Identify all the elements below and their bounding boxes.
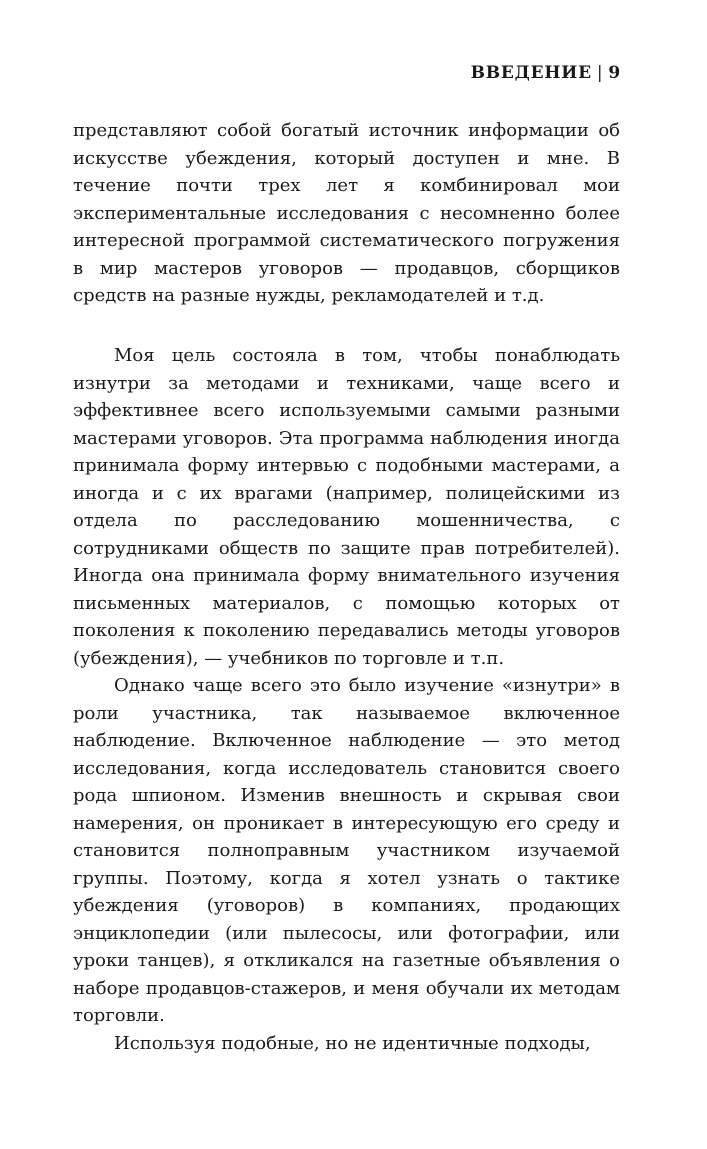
paragraph-2: Моя цель состояла в том, чтобы понаблюдать изнутри за методами и техниками, чаще всего и эффективнее всего используемыми самыми разными мастерами уговоров. Эта программа наблюдения иногда принимала форму интервью с подобными мастерами, а иногда и с их врагами (например, полицейскими из отдела по расследованию мошенничества, с сотрудниками обществ по защите прав потребителей). Иногда она принимала форму внимательного изучения письменных материалов, с помощью которых от поколения к поколению передавались методы уговоров (убеждения), — учебников по торговле и т.п.	[73, 345, 620, 669]
text-block-top	[73, 117, 620, 310]
header-separator: |	[596, 63, 604, 83]
section-title: ВВЕДЕНИЕ	[470, 63, 592, 83]
text-block-main	[73, 342, 620, 1057]
running-header	[471, 63, 621, 83]
paragraph-4: Используя подобные, но не идентичные подходы,	[114, 1032, 591, 1054]
page-number: 9	[608, 63, 621, 83]
paragraph-1: представляют собой богатый источник информации об искусстве убеждения, который доступен и мне. В течение почти трех лет я комбинировал мои экспериментальные исследования с несомненно более интересной программой систематического погружения в мир мастеров уговоров — продавцов, сборщиков средств на разные нужды, рекламодателей и т.д.	[73, 120, 620, 306]
paragraph-3: Однако чаще всего это было изучение «изнутри» в роли участника, так называемое включенное наблюдение. Включенное наблюдение — это метод исследования, когда исследователь становится своего рода шпионом. Изменив внешность и скрывая свои намерения, он проникает в интересующую его среду и становится полноправным участником изучаемой группы. Поэтому, когда я хотел узнать о тактике убеждения (уговоров) в компаниях, продающих энциклопедии (или пылесосы, или фотографии, или уроки танцев), я откликался на газетные объявления о наборе продавцов-стажеров, и меня обучали их методам торговли.	[73, 675, 620, 1026]
